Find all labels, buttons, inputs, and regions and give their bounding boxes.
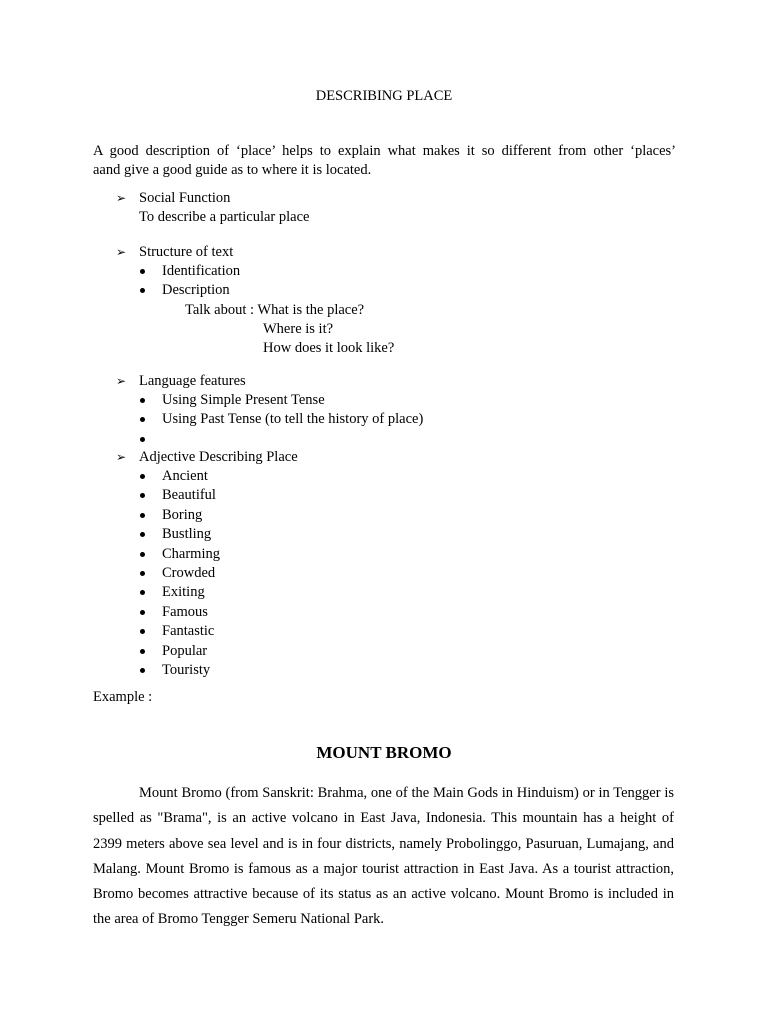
example-label: Example :: [93, 689, 153, 705]
bullet-dot-icon: [140, 629, 145, 634]
bullet-dot-icon: [140, 649, 145, 654]
list-item: Beautiful: [162, 486, 298, 505]
list-item: Using Past Tense (to tell the history of place): [162, 410, 423, 429]
intro-paragraph: [93, 142, 676, 180]
bullet-dot-icon: [140, 398, 145, 403]
social-function-text: To describe a particular place: [139, 209, 310, 225]
bullet-dot-icon: [140, 532, 145, 537]
list-item: Using Simple Present Tense: [162, 391, 423, 410]
section-adjectives: [116, 448, 298, 680]
bullet-dot-icon: [140, 269, 145, 274]
list-item: Charming: [162, 545, 298, 564]
list-item: Identification: [162, 262, 394, 281]
example-paragraph: Mount Bromo (from Sanskrit: Brahma, one of the Main Gods in Hinduism) or in Tengger is spelled as "Brama", is an active volcano in East Java, Indonesia. This mountain has a height of 2399 meters above sea level and is in four districts, namely Probolinggo, Pasuruan, Lumajang, and Malang. Mount Bromo is famous as a major tourist attraction in East Java. As a tourist attraction, Bromo becomes attractive because of its status as an active volcano. Mount Bromo is included in the area of Bromo Tengger Semeru National Park.: [93, 785, 674, 928]
list-item: Fantastic: [162, 622, 298, 641]
arrow-bullet-icon: ➢: [116, 191, 127, 205]
bullet-dot-icon: [140, 610, 145, 615]
structure-list: [116, 262, 394, 301]
language-label: Language features: [139, 373, 246, 389]
example-title: MOUNT BROMO: [316, 743, 452, 762]
bullet-dot-icon: [140, 668, 145, 673]
list-item: Famous: [162, 603, 298, 622]
list-item: Description: [162, 281, 394, 300]
list-item: Popular: [162, 642, 298, 661]
bullet-dot-icon: [140, 552, 145, 557]
language-list: [116, 391, 423, 449]
page-title: DESCRIBING PLACE: [315, 88, 453, 104]
talk-about-line: Talk about : What is the place?: [185, 301, 365, 318]
arrow-bullet-icon: ➢: [116, 374, 127, 388]
adjectives-list: [116, 467, 298, 680]
list-item: Exiting: [162, 583, 298, 602]
list-item: Boring: [162, 506, 298, 525]
social-function-label: Social Function: [139, 190, 231, 206]
structure-label: Structure of text: [139, 244, 234, 260]
bullet-dot-icon: [140, 474, 145, 479]
section-social-function: [116, 189, 309, 227]
talk-question-2: Where is it?: [263, 320, 334, 337]
intro-line-2: aand give a good guide as to where it is located.: [93, 162, 372, 178]
bullet-dot-icon: [140, 590, 145, 595]
list-item: Crowded: [162, 564, 298, 583]
talk-question-3: How does it look like?: [263, 339, 395, 356]
adjectives-label: Adjective Describing Place: [139, 449, 298, 465]
list-item: Touristy: [162, 661, 298, 680]
arrow-bullet-icon: ➢: [116, 245, 127, 259]
bullet-dot-icon: [140, 571, 145, 576]
list-item: Bustling: [162, 525, 298, 544]
list-item: Ancient: [162, 467, 298, 486]
section-structure: [116, 243, 394, 358]
list-item: [162, 430, 423, 449]
arrow-bullet-icon: ➢: [116, 450, 127, 464]
intro-line-1: A good description of ‘place’ helps to explain what makes it so different from other ‘places’: [93, 143, 676, 159]
bullet-dot-icon: [140, 437, 145, 442]
bullet-dot-icon: [140, 493, 145, 498]
bullet-dot-icon: [140, 417, 145, 422]
bullet-dot-icon: [140, 288, 145, 293]
bullet-dot-icon: [140, 513, 145, 518]
section-language-features: [116, 372, 423, 449]
